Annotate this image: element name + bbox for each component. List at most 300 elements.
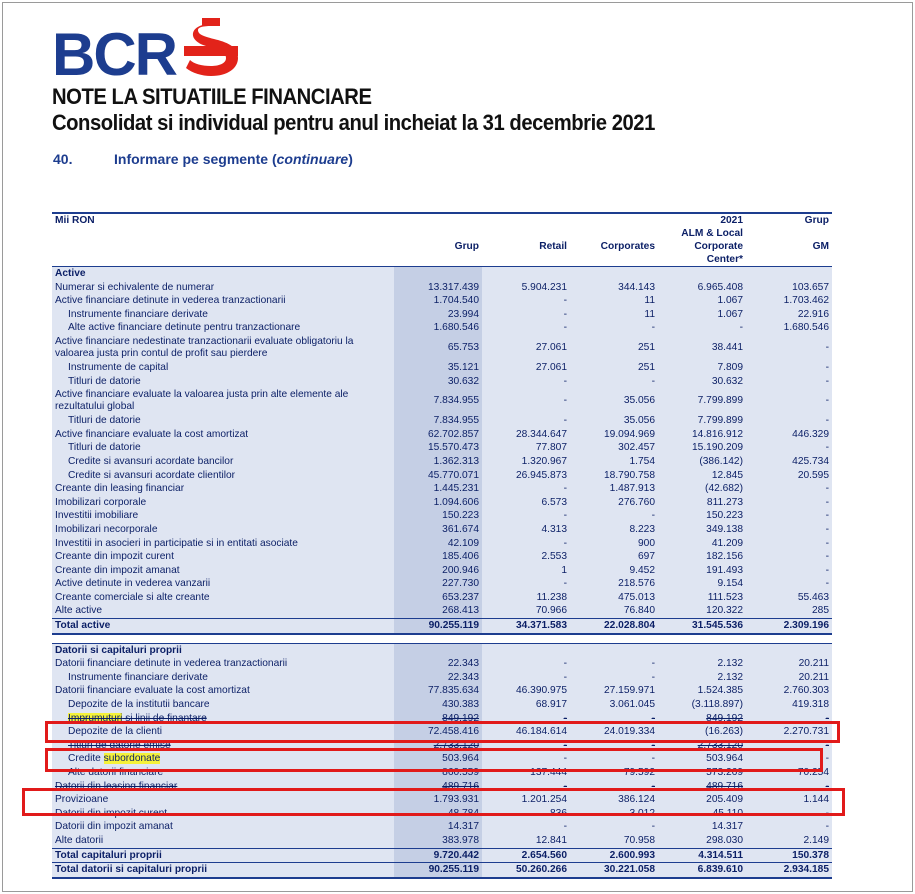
highlighted-word: Imprumuturi — [68, 712, 123, 724]
column-header — [52, 240, 394, 253]
value-cell: - — [570, 671, 658, 685]
value-cell: 446.329 — [746, 428, 832, 442]
value-cell: 45.110 — [658, 807, 746, 821]
row-label: Total capitaluri proprii — [52, 848, 394, 863]
value-cell: 6.839.610 — [658, 863, 746, 878]
column-header: Corporate — [658, 240, 746, 253]
column-header-row — [52, 253, 832, 267]
value-cell: 1.067 — [658, 308, 746, 322]
value-cell: 1.487.913 — [570, 482, 658, 496]
value-cell: 42.109 — [394, 537, 482, 551]
value-cell: 14.317 — [394, 820, 482, 834]
value-cell: - — [746, 739, 832, 753]
value-cell: - — [570, 321, 658, 335]
row-label: Active financiare evaluate la valoarea justa prin alte elemente ale rezultatului global — [52, 388, 394, 414]
row-label: Numerar si echivalente de numerar — [52, 281, 394, 295]
value-cell: 1 — [482, 564, 570, 578]
table-row — [52, 657, 832, 671]
column-header: GM — [746, 240, 832, 253]
value-cell: 35.056 — [570, 414, 658, 428]
spacer-row — [52, 634, 832, 644]
value-cell: - — [746, 712, 832, 726]
row-label: Active financiare evaluate la cost amortizat — [52, 428, 394, 442]
value-cell: 22.343 — [394, 671, 482, 685]
header-blank — [482, 213, 570, 227]
value-cell: 9.452 — [570, 564, 658, 578]
table-row — [52, 388, 832, 414]
value-cell: - — [482, 657, 570, 671]
value-cell: 1.793.931 — [394, 793, 482, 807]
value-cell: 15.570.473 — [394, 441, 482, 455]
value-cell: 62.702.857 — [394, 428, 482, 442]
value-cell: 77.807 — [482, 441, 570, 455]
column-header-row — [52, 227, 832, 240]
value-cell: 2.149 — [746, 834, 832, 848]
value-cell: - — [482, 308, 570, 322]
column-header — [570, 227, 658, 240]
row-label: Instrumente de capital — [52, 361, 394, 375]
value-cell: 137.444 — [482, 766, 570, 780]
value-cell: 28.344.647 — [482, 428, 570, 442]
value-cell: 38.441 — [658, 335, 746, 361]
blank-cell — [570, 643, 658, 657]
value-cell: 653.237 — [394, 591, 482, 605]
value-cell: 2.733.120 — [658, 739, 746, 753]
value-cell: 268.413 — [394, 604, 482, 618]
value-cell: 2.132 — [658, 657, 746, 671]
value-cell: 90.255.119 — [394, 619, 482, 634]
value-cell: 2.934.185 — [746, 863, 832, 878]
value-cell: 302.457 — [570, 441, 658, 455]
value-cell: 900 — [570, 537, 658, 551]
value-cell: 30.632 — [394, 375, 482, 389]
value-cell: 150.223 — [394, 509, 482, 523]
value-cell: (386.142) — [658, 455, 746, 469]
value-cell: 3.012 — [570, 807, 658, 821]
value-cell: 276.760 — [570, 496, 658, 510]
value-cell: 6.965.408 — [658, 281, 746, 295]
column-header — [52, 253, 394, 267]
value-cell: 344.143 — [570, 281, 658, 295]
column-header: Corporates — [570, 240, 658, 253]
value-cell: 70.966 — [482, 604, 570, 618]
value-cell: 2.654.560 — [482, 848, 570, 863]
blank-cell — [482, 643, 570, 657]
value-cell: 11.238 — [482, 591, 570, 605]
value-cell: 489.716 — [394, 780, 482, 794]
value-cell: - — [570, 820, 658, 834]
value-cell: 205.409 — [658, 793, 746, 807]
value-cell: 3.061.045 — [570, 698, 658, 712]
value-cell: 1.445.231 — [394, 482, 482, 496]
row-label: Credite subordonate — [52, 752, 394, 766]
group-label: Grup — [746, 213, 832, 227]
header-blank — [570, 213, 658, 227]
blank-cell — [394, 643, 482, 657]
value-cell: 76.840 — [570, 604, 658, 618]
value-cell: 860.559 — [394, 766, 482, 780]
value-cell: 34.371.583 — [482, 619, 570, 634]
value-cell: 9.720.442 — [394, 848, 482, 863]
value-cell: 697 — [570, 550, 658, 564]
value-cell: 11 — [570, 294, 658, 308]
value-cell: 6.573 — [482, 496, 570, 510]
row-label: Titluri de datorie emise — [52, 739, 394, 753]
value-cell: 35.121 — [394, 361, 482, 375]
value-cell: - — [746, 577, 832, 591]
row-label: Alte active — [52, 604, 394, 618]
section-label: Datorii si capitaluri proprii — [52, 643, 394, 657]
value-cell: 475.013 — [570, 591, 658, 605]
column-header — [746, 227, 832, 240]
value-cell: 46.184.614 — [482, 725, 570, 739]
row-label: Titluri de datorie — [52, 375, 394, 389]
row-label: Creante din leasing financiar — [52, 482, 394, 496]
value-cell: - — [570, 739, 658, 753]
value-cell: 70.254 — [746, 766, 832, 780]
value-cell: - — [570, 375, 658, 389]
row-label: Alte datorii financiare — [52, 766, 394, 780]
value-cell: 1.320.967 — [482, 455, 570, 469]
value-cell: 2.270.731 — [746, 725, 832, 739]
value-cell: 4.314.511 — [658, 848, 746, 863]
column-header — [482, 227, 570, 240]
column-header: Retail — [482, 240, 570, 253]
value-cell: 191.493 — [658, 564, 746, 578]
row-label: Alte active financiare detinute pentru tranzactionare — [52, 321, 394, 335]
value-cell: 7.834.955 — [394, 388, 482, 414]
table-row — [52, 414, 832, 428]
row-label: Titluri de datorie — [52, 414, 394, 428]
table-row — [52, 469, 832, 483]
value-cell: 285 — [746, 604, 832, 618]
row-label: Imprumuturi si linii de finantare — [52, 712, 394, 726]
bcr-sign-icon — [180, 18, 242, 82]
value-cell: - — [570, 780, 658, 794]
segment-table — [52, 212, 832, 879]
value-cell: 20.211 — [746, 671, 832, 685]
value-cell: 26.945.873 — [482, 469, 570, 483]
table-row — [52, 482, 832, 496]
column-header: Center* — [658, 253, 746, 267]
value-cell: 120.322 — [658, 604, 746, 618]
table-row — [52, 577, 832, 591]
row-label: Depozite de la institutii bancare — [52, 698, 394, 712]
value-cell: 182.156 — [658, 550, 746, 564]
value-cell: - — [482, 577, 570, 591]
table-row — [52, 496, 832, 510]
row-label: Imobilizari corporale — [52, 496, 394, 510]
value-cell: 7.799.899 — [658, 388, 746, 414]
table-row — [52, 591, 832, 605]
table-row — [52, 863, 832, 878]
value-cell: 1.144 — [746, 793, 832, 807]
value-cell: 2.600.993 — [570, 848, 658, 863]
section-title: Informare pe segmente (continuare) — [114, 151, 353, 167]
table-row — [52, 834, 832, 848]
column-header — [394, 227, 482, 240]
section-header-row — [52, 643, 832, 657]
table-row — [52, 308, 832, 322]
row-label: Creante din impozit curent — [52, 550, 394, 564]
value-cell: 489.716 — [658, 780, 746, 794]
value-cell: 5.904.231 — [482, 281, 570, 295]
value-cell: 14.317 — [658, 820, 746, 834]
value-cell: 573.269 — [658, 766, 746, 780]
table-header-row — [52, 213, 832, 227]
highlight-box-credite — [45, 748, 823, 772]
table-row — [52, 671, 832, 685]
value-cell: 27.061 — [482, 361, 570, 375]
value-cell: 836 — [482, 807, 570, 821]
value-cell: - — [482, 780, 570, 794]
value-cell: - — [746, 780, 832, 794]
row-label: Instrumente financiare derivate — [52, 671, 394, 685]
blank-cell — [658, 267, 746, 281]
value-cell: 349.138 — [658, 523, 746, 537]
blank-cell — [746, 643, 832, 657]
value-cell: 2.309.196 — [746, 619, 832, 634]
value-cell: - — [746, 820, 832, 834]
value-cell: 8.223 — [570, 523, 658, 537]
table-row — [52, 321, 832, 335]
column-header — [52, 227, 394, 240]
table-row — [52, 619, 832, 634]
table-row — [52, 441, 832, 455]
value-cell: 15.190.209 — [658, 441, 746, 455]
value-cell: 48.784 — [394, 807, 482, 821]
value-cell: 185.406 — [394, 550, 482, 564]
value-cell: 12.845 — [658, 469, 746, 483]
value-cell: - — [482, 482, 570, 496]
row-label: Active detinute in vederea vanzarii — [52, 577, 394, 591]
value-cell: - — [482, 752, 570, 766]
logo-text: BCR — [52, 21, 176, 88]
highlight-box-provizioane — [22, 788, 845, 816]
value-cell: 386.124 — [570, 793, 658, 807]
value-cell: 1.067 — [658, 294, 746, 308]
column-header — [482, 253, 570, 267]
row-label: Datorii din leasing financiar — [52, 780, 394, 794]
value-cell: - — [746, 414, 832, 428]
value-cell: 70.958 — [570, 834, 658, 848]
value-cell: 77.835.634 — [394, 684, 482, 698]
value-cell: 46.390.975 — [482, 684, 570, 698]
value-cell: 425.734 — [746, 455, 832, 469]
value-cell: - — [482, 294, 570, 308]
value-cell: 20.211 — [746, 657, 832, 671]
value-cell: 13.317.439 — [394, 281, 482, 295]
value-cell: - — [570, 657, 658, 671]
value-cell: 30.221.058 — [570, 863, 658, 878]
value-cell: - — [746, 550, 832, 564]
year-label: 2021 — [658, 213, 746, 227]
value-cell: 430.383 — [394, 698, 482, 712]
row-label: Datorii din impozit curent — [52, 807, 394, 821]
value-cell: 27.159.971 — [570, 684, 658, 698]
value-cell: 150.223 — [658, 509, 746, 523]
value-cell: 251 — [570, 335, 658, 361]
value-cell: 251 — [570, 361, 658, 375]
value-cell: 298.030 — [658, 834, 746, 848]
value-cell: - — [482, 375, 570, 389]
value-cell: 22.343 — [394, 657, 482, 671]
value-cell: 811.273 — [658, 496, 746, 510]
value-cell: 18.790.758 — [570, 469, 658, 483]
value-cell: 79.592 — [570, 766, 658, 780]
value-cell: 1.704.540 — [394, 294, 482, 308]
column-header — [570, 253, 658, 267]
row-label: Active financiare nedestinate tranzactionarii evaluate obligatoriu la valoarea justa prin contul de profit sau pierdere — [52, 335, 394, 361]
blank-cell — [394, 267, 482, 281]
row-label: Depozite de la clienti — [52, 725, 394, 739]
value-cell: - — [746, 335, 832, 361]
value-cell: - — [746, 375, 832, 389]
header-blank — [394, 213, 482, 227]
value-cell: 45.770.071 — [394, 469, 482, 483]
value-cell: 22.028.804 — [570, 619, 658, 634]
value-cell: - — [570, 752, 658, 766]
row-label: Creante comerciale si alte creante — [52, 591, 394, 605]
table-row — [52, 455, 832, 469]
value-cell: 1.680.546 — [394, 321, 482, 335]
highlight-box-depozite — [45, 721, 840, 743]
row-label: Total datorii si capitaluri proprii — [52, 863, 394, 878]
blank-cell — [570, 267, 658, 281]
value-cell: 503.964 — [658, 752, 746, 766]
row-label: Imobilizari necorporale — [52, 523, 394, 537]
value-cell: - — [746, 564, 832, 578]
row-label: Datorii financiare detinute in vederea tranzactionarii — [52, 657, 394, 671]
value-cell: 849.192 — [658, 712, 746, 726]
value-cell: - — [746, 807, 832, 821]
table-row — [52, 335, 832, 361]
value-cell: 150.378 — [746, 848, 832, 863]
row-label: Creante din impozit amanat — [52, 564, 394, 578]
value-cell: 1.094.606 — [394, 496, 482, 510]
section-label: Active — [52, 267, 394, 281]
table-row — [52, 684, 832, 698]
value-cell: - — [746, 523, 832, 537]
value-cell: 19.094.969 — [570, 428, 658, 442]
value-cell: 65.753 — [394, 335, 482, 361]
value-cell: 27.061 — [482, 335, 570, 361]
value-cell: 503.964 — [394, 752, 482, 766]
value-cell: - — [746, 361, 832, 375]
row-label: Investitii in asocieri in participatie si in entitati asociate — [52, 537, 394, 551]
row-label: Active financiare detinute in vederea tranzactionarii — [52, 294, 394, 308]
table-row — [52, 375, 832, 389]
page-subtitle: Consolidat si individual pentru anul incheiat la 31 decembrie 2021 — [52, 110, 655, 135]
value-cell: 55.463 — [746, 591, 832, 605]
blank-cell — [746, 267, 832, 281]
value-cell: 111.523 — [658, 591, 746, 605]
table-row — [52, 604, 832, 618]
value-cell: 849.192 — [394, 712, 482, 726]
value-cell: 1.362.313 — [394, 455, 482, 469]
value-cell: - — [482, 321, 570, 335]
table-row — [52, 428, 832, 442]
table-row — [52, 564, 832, 578]
row-label: Investitii imobiliare — [52, 509, 394, 523]
value-cell: 1.680.546 — [746, 321, 832, 335]
value-cell: 50.260.266 — [482, 863, 570, 878]
value-cell: - — [570, 509, 658, 523]
column-header — [394, 253, 482, 267]
highlighted-word: subordonate — [103, 753, 161, 765]
column-header-row — [52, 240, 832, 253]
value-cell: - — [482, 388, 570, 414]
table-row — [52, 550, 832, 564]
row-label: Datorii financiare evaluate la cost amortizat — [52, 684, 394, 698]
value-cell: - — [746, 509, 832, 523]
unit-label: Mii RON — [52, 213, 394, 227]
value-cell: 22.916 — [746, 308, 832, 322]
value-cell: 20.595 — [746, 469, 832, 483]
value-cell: 7.799.899 — [658, 414, 746, 428]
value-cell: 31.545.536 — [658, 619, 746, 634]
column-header: Grup — [394, 240, 482, 253]
value-cell: 1.754 — [570, 455, 658, 469]
table-row — [52, 509, 832, 523]
spacer — [52, 634, 832, 644]
value-cell: 200.946 — [394, 564, 482, 578]
value-cell: - — [482, 820, 570, 834]
table-row — [52, 523, 832, 537]
value-cell: 2.553 — [482, 550, 570, 564]
value-cell: 90.255.119 — [394, 863, 482, 878]
page-title: NOTE LA SITUATIILE FINANCIARE — [52, 84, 372, 109]
table-row — [52, 848, 832, 863]
value-cell: - — [746, 482, 832, 496]
value-cell: - — [746, 388, 832, 414]
value-cell: - — [746, 537, 832, 551]
value-cell: - — [658, 321, 746, 335]
value-cell: 7.809 — [658, 361, 746, 375]
row-label: Total active — [52, 619, 394, 634]
row-label: Credite si avansuri acordate bancilor — [52, 455, 394, 469]
value-cell: - — [570, 712, 658, 726]
value-cell: 2.733.120 — [394, 739, 482, 753]
row-label: Titluri de datorie — [52, 441, 394, 455]
value-cell: 1.703.462 — [746, 294, 832, 308]
value-cell: 4.313 — [482, 523, 570, 537]
value-cell: 419.318 — [746, 698, 832, 712]
value-cell: (3.118.897) — [658, 698, 746, 712]
table-row — [52, 294, 832, 308]
value-cell: 383.978 — [394, 834, 482, 848]
value-cell: 7.834.955 — [394, 414, 482, 428]
section-number: 40. — [53, 151, 73, 167]
section-header-row — [52, 267, 832, 281]
value-cell: 30.632 — [658, 375, 746, 389]
value-cell: 361.674 — [394, 523, 482, 537]
value-cell: 1.201.254 — [482, 793, 570, 807]
value-cell: 9.154 — [658, 577, 746, 591]
value-cell: 41.209 — [658, 537, 746, 551]
value-cell: 72.458.416 — [394, 725, 482, 739]
value-cell: (16.263) — [658, 725, 746, 739]
value-cell: - — [746, 441, 832, 455]
value-cell: 218.576 — [570, 577, 658, 591]
column-header: ALM & Local — [658, 227, 746, 240]
row-label: Credite si avansuri acordate clientilor — [52, 469, 394, 483]
value-cell: 23.994 — [394, 308, 482, 322]
value-cell: - — [482, 537, 570, 551]
value-cell: 227.730 — [394, 577, 482, 591]
blank-cell — [658, 643, 746, 657]
table-row — [52, 820, 832, 834]
